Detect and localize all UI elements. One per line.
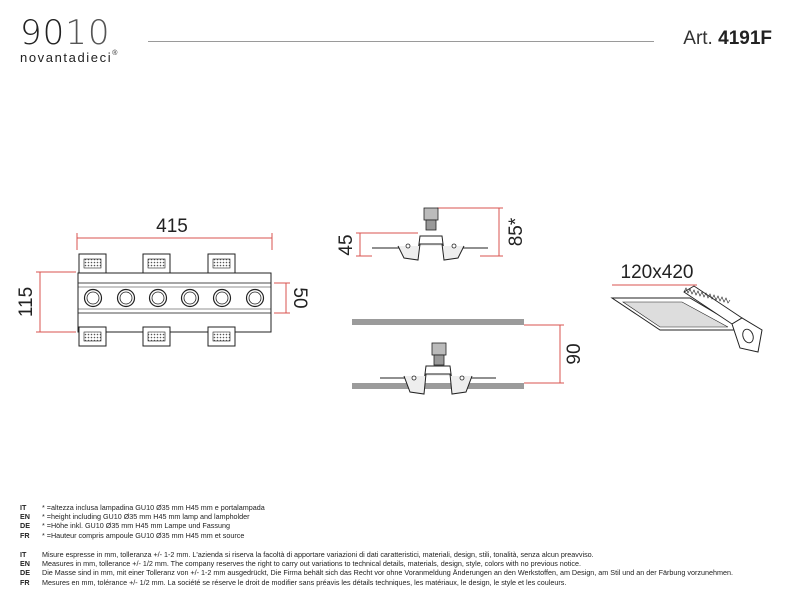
note-row — [20, 568, 733, 577]
note-text: Mesures en mm, tolérance +/- 1/2 mm. La société se réserve le droit de modifier sans préavis les détails techniques, les matériaux, le design, le style et les couleurs. — [42, 577, 567, 587]
note-language: IT — [20, 503, 27, 512]
dimension-label-width: 115 — [16, 286, 37, 318]
dimension-label-height: 85* — [506, 217, 527, 247]
note-row — [20, 559, 733, 568]
dimension-label-cutout: 120x420 — [620, 262, 694, 283]
note-text: * =height including GU10 Ø35 mm H45 mm lamp and lampholder — [42, 512, 250, 522]
note-language: EN — [20, 559, 30, 569]
note-text: Measures in mm, tollerance +/- 1/2 mm. The company reserves the right to carry out variations to technical details, materials, design, style, colors with no previous notice. — [42, 559, 581, 569]
note-row — [20, 512, 265, 521]
note-language: FR — [20, 577, 30, 587]
installed-section-drawing — [352, 319, 585, 394]
note-text: Misure espresse in mm, tolleranza +/- 1-2 mm. L'azienda si riserva la facoltà di apportare variazioni di dati caratteristici, materiali, design, stili, tonalità, senza alcun preavviso. — [42, 550, 594, 559]
note-language: DE — [20, 521, 30, 531]
dimension-label-inner-width: 50 — [289, 287, 310, 309]
note-row — [20, 503, 265, 512]
article-prefix: Art. — [683, 28, 713, 49]
dimension-label-ceiling-depth: 90 — [564, 343, 585, 365]
registered-mark: ® — [112, 50, 119, 57]
note-row — [20, 550, 733, 559]
note-text: * =Hauteur compris ampoule GU10 Ø35 mm H45 mm et source — [42, 530, 245, 540]
tolerance-notes — [20, 550, 733, 587]
logo-number-right: 10 — [65, 13, 111, 53]
note-language: FR — [20, 530, 30, 540]
note-language: EN — [20, 512, 30, 522]
logo-name: novantadieci — [20, 50, 113, 65]
note-text: * =Höhe inkl. GU10 Ø35 mm H45 mm Lampe und Fassung — [42, 521, 230, 531]
dimension-label-depth: 45 — [336, 234, 357, 256]
article-number: 4191F — [718, 28, 772, 49]
height-notes — [20, 503, 265, 540]
cutout-drawing — [612, 262, 762, 352]
note-text: * =altezza inclusa lampadina GU10 Ø35 mm H45 mm e portalampada — [42, 503, 265, 512]
note-row — [20, 531, 265, 540]
ceiling-board — [352, 383, 524, 389]
dimension-label-length: 415 — [156, 216, 188, 237]
note-language: DE — [20, 568, 30, 578]
logo-number-left: 90 — [20, 13, 66, 53]
note-language: IT — [20, 550, 27, 559]
note-row — [20, 578, 733, 587]
note-text: Die Masse sind in mm, mit einer Tolleranz von +/- 1-2 mm ausgedrückt, Die Firma behält sich das Recht vor ohne Voranmeldung Änderungen an den Werkstoffen, am Design, am Stil und an der Färbung vorzunehmen. — [42, 568, 733, 578]
fixture-body-plan — [78, 273, 271, 332]
top-view-drawing — [16, 216, 310, 346]
side-section-drawing — [336, 208, 527, 260]
ceiling-top-plate — [352, 319, 524, 325]
note-row — [20, 521, 265, 530]
